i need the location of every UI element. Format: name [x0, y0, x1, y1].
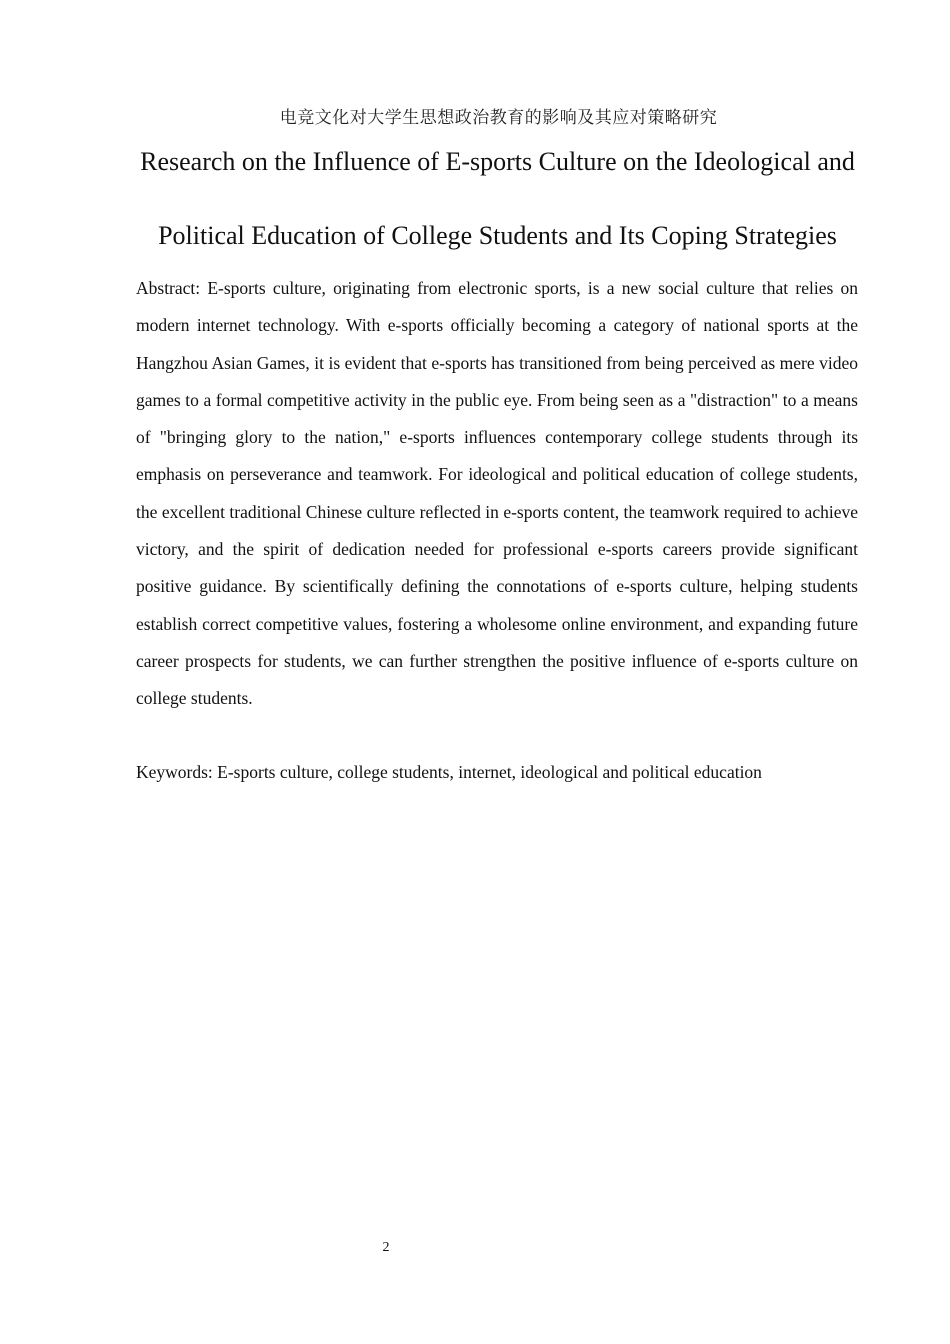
- keywords-line: Keywords: E-sports culture, college students, internet, ideological and political education: [136, 762, 762, 782]
- abstract-paragraph: Abstract: E-sports culture, originating from electronic sports, is a new social culture that relies on modern internet technology. With e-sports officially becoming a category of national sports at the Hangzhou Asian Games, it is evident that e-sports has transitioned from being perceived as mere video games to a formal competitive activity in the public eye. From being seen as a "distraction" to a means of "bringing glory to the nation," e-sports influences contemporary college students through its emphasis on perseverance and teamwork. For ideological and political education of college students, the excellent traditional Chinese culture reflected in e-sports content, the teamwork required to achieve victory, and the spirit of dedication needed for professional e-sports careers provide significant positive guidance. By scientifically defining the connotations of e-sports culture, helping students establish correct competitive values, fostering a wholesome online environment, and expanding future career prospects for students, we can further strengthen the positive influence of e-sports culture on college students.: [136, 278, 858, 709]
- english-title: [137, 142, 858, 256]
- english-title-line-2: Political Education of College Students and Its Coping Strategies: [158, 221, 837, 250]
- chinese-title: 电竞文化对大学生思想政治教育的影响及其应对策略研究: [279, 108, 718, 128]
- page-number: 2: [382, 1240, 390, 1255]
- english-title-line-1: Research on the Influence of E-sports Culture on the Ideological and: [140, 147, 855, 176]
